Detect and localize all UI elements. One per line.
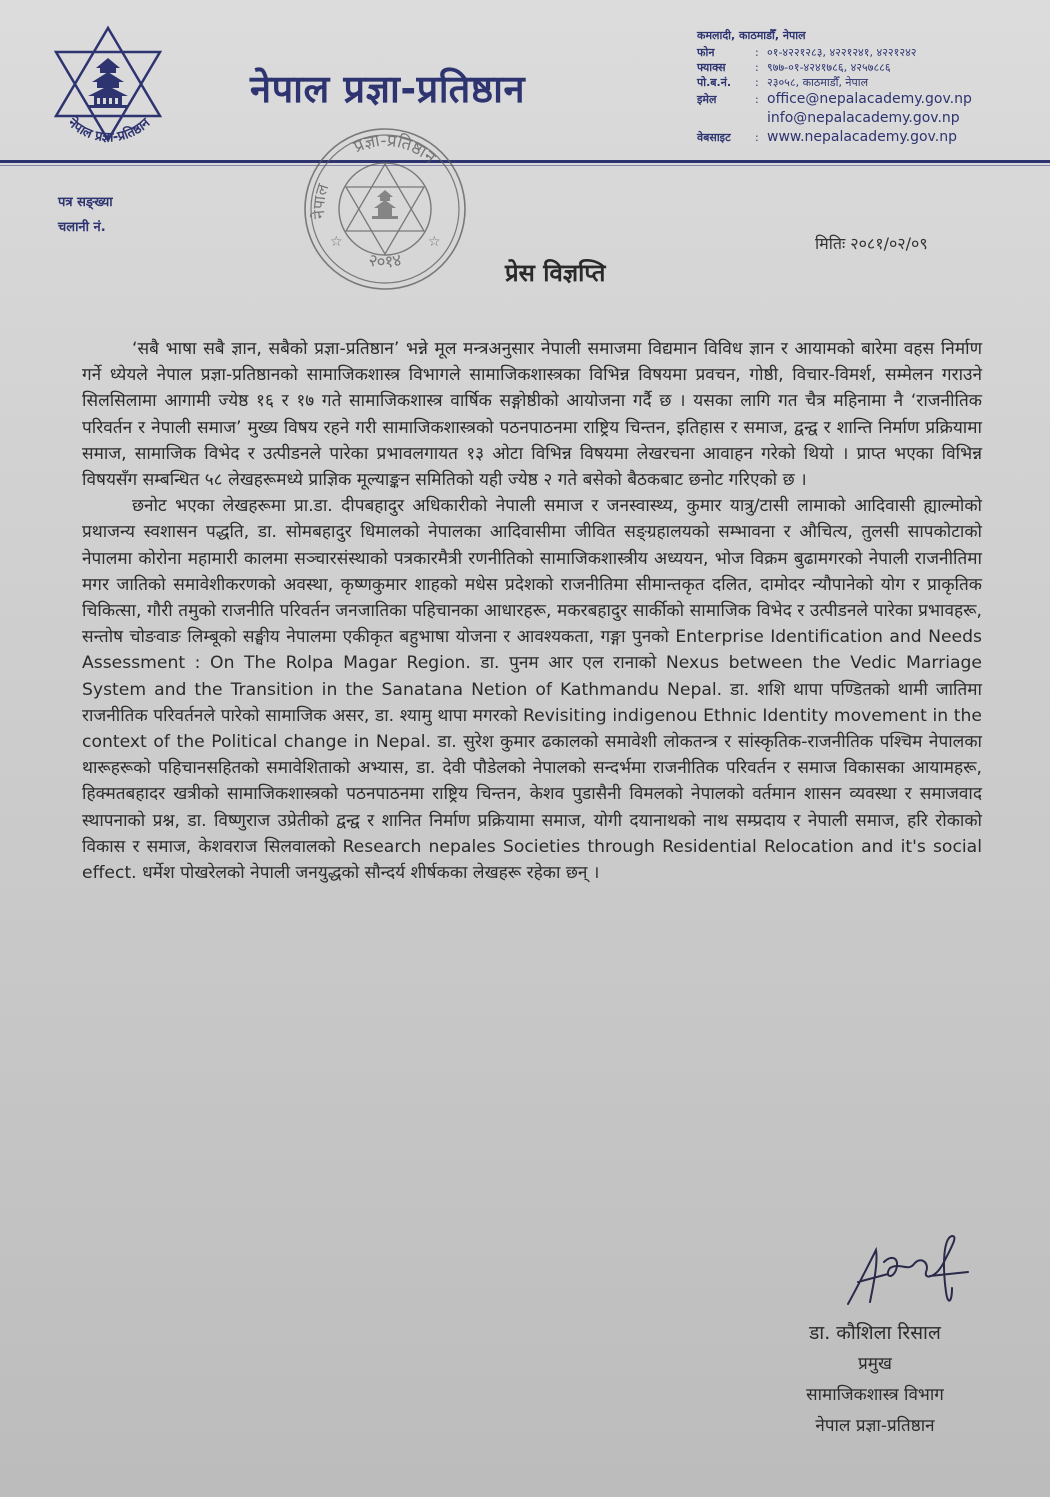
- body-paragraph: ‘सबै भाषा सबै ज्ञान, सबैको प्रज्ञा-प्रतिष्ठान’ भन्ने मूल मन्त्रअनुसार नेपाली समाजमा विद्यमान विविध ज्ञान र आयामको बारेमा वहस निर्माण गर्ने ध्येयले नेपाल प्रज्ञा-प्रतिष्ठानको सामाजिकशास्त्र विभागले सामाजिकशास्त्रका विभिन्न विषयमा प्रवचन, गोष्ठी, विचार-विमर्श, सम्मेलन गराउने सिलसिलामा आगामी ज्येष्ठ १६ र १७ गते सामाजिकशास्त्र वार्षिक सङ्गोष्ठीको आयोजना गर्दै छ । यसका लागि गत चैत्र महिनामा नै ‘राजनीतिक परिवर्तन र नेपाली समाज’ मुख्य विषय रहने गरी सामाजिकशास्त्रको पठनपाठनमा राष्ट्रिय चिन्तन, इतिहास र समाज, द्वन्द्व र शान्ति निर्माण प्रक्रियामा समाज, सामाजिक विभेद र उत्पीडनले पारेका प्रभावलगायत १३ ओटा विभिन्न विषयमा लेखरचना आवाहन गरेको थियो । प्राप्त भएका विभिन्न विषयसँग सम्बन्धित ५८ लेखहरूमध्ये प्राज्ञिक मूल्याङ्कन समितिको यही ज्येष्ठ २ गते बसेको बैठकबाट छनोट गरिएको छ ।: [82, 339, 982, 491]
- contact-row-email-2: [697, 109, 972, 128]
- email-link-office[interactable]: office@nepalacademy.gov.np: [767, 91, 972, 107]
- contact-separator: :: [755, 46, 759, 59]
- contact-label: [697, 109, 755, 128]
- svg-text:२०१४: [366, 250, 403, 272]
- website-link[interactable]: www.nepalacademy.gov.np: [767, 129, 957, 145]
- po-box-value: २३०५८, काठमाडौँ, नेपाल: [767, 76, 869, 89]
- press-release-body: [82, 336, 982, 886]
- contact-label: इमेल: [697, 93, 717, 106]
- contact-label: फ्याक्स: [697, 61, 726, 74]
- contact-label: पो.ब.नं.: [697, 76, 732, 89]
- contact-block: [697, 28, 972, 147]
- contact-row-email: [697, 90, 972, 109]
- signatory-designation: प्रमुख: [858, 1354, 892, 1374]
- contact-row-phone: [697, 45, 972, 60]
- document-date: मितिः २०८१/०२/०९: [815, 234, 928, 253]
- body-paragraph: छनोट भएका लेखहरूमा प्रा.डा. दीपबहादुर अधिकारीको नेपाली समाज र जनस्वास्थ्य, कुमार यात्रु/टासी लामाको आदिवासी ह्याल्मोको प्रथाजन्य स्वशासन पद्धति, डा. सोमबहादुर धिमालको नेपालका आदिवासीमा जीवित सङ्ग्रहालयको सम्भावना र औचित्य, तुलसी सापकोटाको नेपालमा कोरोना महामारी कालमा सञ्चारसंस्थाको पत्रकारमैत्री रणनीतिको सामाजिकशास्त्रीय अध्ययन, भोज विक्रम बुढामगरको नेपाली राजनीतिमा मगर जातिको समावेशीकरणको अवस्था, कृष्णकुमार शाहको मधेस प्रदेशको राजनीतिमा सीमान्तकृत दलित, दामोदर न्यौपानेको योग र प्राकृतिक चिकित्सा, गौरी तमुको राजनीति परिवर्तन जनजातिका पहिचानका आधारहरू, मकरबहादुर सार्कीको सामाजिक विभेद र उत्पीडनले पारेका प्रभावहरू, सन्तोष चोङवाङ लिम्बूको सङ्घीय नेपालमा एकीकृत बहुभाषा योजना र आवश्यकता, गङ्गा पुनको Enterprise Identification and Needs Assessment : On The Rolpa Magar Region. डा. पुनम आर एल रानाको Nexus between the Vedic Marriage System and the Transition in the Sanatana Netion of Kathmandu Nepal. डा. शशि थापा पण्डितको थामी जातिमा राजनीतिक परिवर्तनले पारेको सामाजिक असर, डा. श्यामु थापा मगरको Revisiting indigenou Ethnic Identity movement in the context of the Political change in Nepal. डा. सुरेश कुमार ढकालको समावेशी लोकतन्त्र र सांस्कृतिक-राजनीतिक पश्चिम नेपालका थारूहरूको पहिचानसहितको समावेशिताको अभ्यास, डा. देवी पौडेलको नेपालको सन्दर्भमा राजनीतिक परिवर्तन र समाज विकासका आयामहरू, हिक्मतबहादर खत्रीको सामाजिकशास्त्रको पठनपाठनमा राष्ट्रिय चिन्तन, केशव पुडासैनी विमलको नेपालको वर्तमान शासन व्यवस्था र समाजवाद स्थापनाको प्रश्न, डा. विष्णुराज उप्रेतीको द्वन्द्व र शानित निर्माण प्रक्रियामा समाज, योगी दयानाथको नाथ सम्प्रदाय र नेपाली समाज, हरि रोकाको विकास र समाज, केशवराज सिलवालको Research nepales Societies through Residential Relocation and it's social effect. धर्मेश पोखरेलको नेपाली जनयुद्धको सौन्दर्य शीर्षकका लेखहरू रहेका छन् ।: [82, 496, 982, 884]
- signatory-block: [770, 1318, 980, 1442]
- dispatch-number-label: चलानी नं.: [58, 220, 106, 235]
- document-title: प्रेस विज्ञप्ति: [505, 259, 606, 287]
- svg-text:नेपाल प्रज्ञा-प्रतिष्ठान: [64, 114, 154, 145]
- contact-row-po-box: [697, 75, 972, 90]
- reference-block: [58, 190, 113, 240]
- phone-value: ०१-४२२१२८३, ४२२१२४१, ४२२१२४२: [767, 46, 917, 59]
- organization-name: नेपाल प्रज्ञा-प्रतिष्ठान: [250, 67, 526, 111]
- svg-text:प्रज्ञा-प्रतिष्ठान: [351, 131, 440, 169]
- signatory-organization: नेपाल प्रज्ञा-प्रतिष्ठान: [815, 1416, 935, 1436]
- header-divider-thin: [0, 165, 1050, 166]
- signature-scribble-icon: [840, 1232, 980, 1312]
- seal-emblem-icon: [300, 124, 470, 294]
- signatory-name: डा. कौशिला रिसाल: [809, 1322, 941, 1344]
- seal-top-text: प्रज्ञा-प्रतिष्ठान: [350, 130, 440, 169]
- logo-ring-text: नेपाल प्रज्ञा-प्रतिष्ठान: [64, 115, 154, 146]
- contact-row-website: [697, 128, 972, 147]
- star-temple-emblem-icon: [42, 24, 174, 154]
- contact-separator: :: [755, 76, 759, 89]
- seal-year: २०१४: [366, 250, 404, 273]
- seal-star-icon: ☆: [330, 234, 343, 250]
- svg-text:नेपाल: [309, 180, 333, 219]
- contact-separator: :: [755, 93, 759, 106]
- organization-logo: [42, 24, 174, 154]
- email-link-info[interactable]: info@nepalacademy.gov.np: [767, 110, 960, 126]
- contact-label: फोन: [697, 46, 715, 59]
- letter-number-label: पत्र सङ्ख्या: [58, 195, 113, 210]
- seal-left-text: नेपाल: [308, 181, 333, 220]
- contact-separator: :: [755, 131, 759, 144]
- contact-label: वेबसाइट: [697, 131, 731, 144]
- official-seal-stamp: [300, 124, 470, 294]
- address: कमलादी, काठमाडौँ, नेपाल: [697, 29, 806, 42]
- seal-star-icon: ☆: [428, 234, 441, 250]
- header-divider: [0, 160, 1050, 163]
- fax-value: ९७७-०१-४२४१७८६, ४२५७८८६: [767, 61, 891, 74]
- contact-separator: :: [755, 61, 759, 74]
- signatory-department: सामाजिकशास्त्र विभाग: [806, 1385, 944, 1405]
- handwritten-signature: [840, 1232, 980, 1312]
- contact-row-fax: [697, 60, 972, 75]
